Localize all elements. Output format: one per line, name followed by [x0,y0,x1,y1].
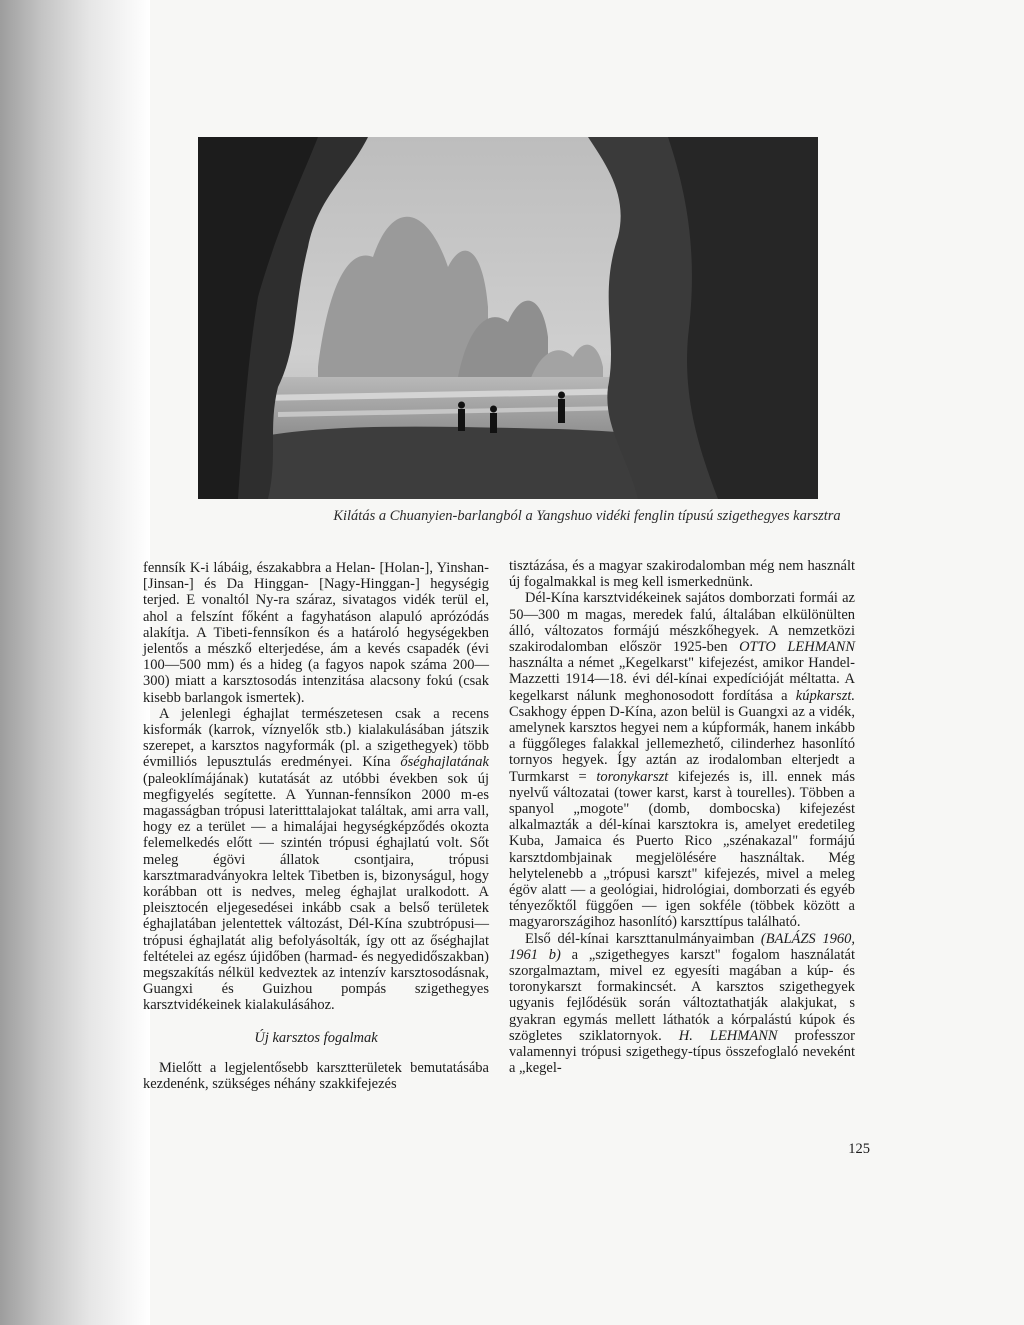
right-paragraph-3-text-a: Első dél-kínai karszttanulmányaimban [525,930,761,947]
right-paragraph-2-text-a: Dél-Kína karsztvidékeinek sajátos domborzati formái az 50—300 m magas, meredek falú, általában elkülönülten álló, változatos formájú mészkőhegyek. A nemzetközi szakirodalomban először 1925-ben [509,590,855,656]
cave-view-photo [198,137,818,499]
left-paragraph-2-italic-term: őséghajlatának [400,754,489,771]
left-paragraph-3: Mielőtt a legjelentősebb karsztterületek bemutatásába kezdenénk, szükséges néhány szakkifejezés [143,1059,489,1093]
photo-illustration [198,137,818,499]
right-paragraph-2-text-g: kifejezés is, ill. ennek más nyelvű változatai (tower karst, karst à tourelles). Többen a spanyol „mogote" (domb, dombocska) kifejezést alkalmazták a dél-kínai karsztokra is, amelyet eredetileg Kuba, Jamaica és Puerto Rico „szénakazal" formájú karsztdombjainak megjelölésére használtak. Még helytelenebb a „trópusi karszt" kifejezés, mivel a meleg égöv alatt — a geológiai, hidrológiai, domborzati és egyéb tényezőktől függően — igen sokféle (többek között a magyarországihoz hasonlító) karszttípus található. [509,768,855,931]
right-paragraph-2-text-e: Csakhogy éppen D-Kína, azon belül is Guangxi az a vidék, amelynek karsztos hegyei nem a kúpformák, hanem inkább a függőleges falakkal jellemezhető, cilinderhez hasonlító tornyos hegyek. Így aztán az irodalomban elterjedt a Turmkarst = [509,703,855,785]
right-paragraph-3 [509,931,855,1077]
right-paragraph-2 [509,590,855,930]
right-paragraph-3-text-e: professzor valamennyi trópusi szigethegy-típus összefoglaló neveként a „kegel- [509,1027,855,1077]
right-paragraph-2-italic-term-2: toronykarszt [596,768,669,785]
right-text-column [509,558,855,1077]
right-paragraph-2-author-name: OTTO LEHMANN [739,639,856,656]
right-paragraph-3-text-c: a „szigethegyes karszt" fogalom használatát szorgalmaztam, mivel ez egyesíti magában a kúp- és toronykarszt formakincsét. A karsztos szigethegyek ugyanis fejlődésük során változtathatják alakjukat, s gyakran egymás mellett láthatók a kórpalástú kúpok és szögletes sziklatornyok. [509,946,855,1044]
right-paragraph-1: tisztázása, és a magyar szakirodalomban még nem használt új fogalmakkal is meg kell ismerkednünk. [509,558,855,591]
left-paragraph-2-text-c: (paleoklímájának) kutatását az utóbbi években sok új megfigyelés segítette. A Yunnan-fennsíkon 2000 m-es magasságban trópusi lateritttalajokat találtak, ami arra vall, hogy ez a terület — a himalájai hegységképződés okozta felemelkedés előtt — szintén trópusi éghajlatú volt. Sőt meleg égövi állatok csontjaira, trópusi karsztmaradványokra leltek Tibetben is, bizonyságul, hogy korábban ott is nedves, meleg éghajlat uralkodott. A pleisztocén eljegesedései inkább csak a belső területek éghajlatában jelentettek változást, Dél-Kína szubtrópusi—trópusi éghajlatát alig befolyásolták, így ott az őséghajlat feltételei az egész újidőben (harmad- és negyedidőszakban) megszakítás nélkül kedveztek az intenzív karsztosodásnak, Guangxi és Guizhou pompás szigethegyes karsztvidékeinek kialakulásához. [143,770,489,1014]
right-paragraph-3-author-name: H. LEHMANN [678,1027,778,1044]
left-paragraph-2-text-a: A jelenlegi éghajlat természetesen csak a recens kisformák (karrok, víznyelők stb.) kialakulásában játszik szerepet, a karsztos nagyformák (pl. a szigethegyek) több évmilliós lepusztulás eredményei. Kína [143,705,489,771]
scan-binding-shadow [0,0,150,1325]
left-text-column [143,560,489,1092]
right-paragraph-3-citation: (BALÁZS 1960, 1961 b) [509,930,856,963]
page-number: 125 [848,1141,870,1157]
left-paragraph-2 [143,706,489,1014]
section-heading: Új karsztos fogalmak [254,1029,378,1046]
left-paragraph-1: fennsík K-i lábáig, északabbra a Helan- [Holan-], Yinshan- [Jinsan-] és Da Hinggan- [Nagy-Hinggan-] hegységig terjed. E vonaltól Ny-ra száraz, sivatagos vidék terül el, ahol a felszínt főként a fagyhatáson alapuló aprózódás alakítja. A Tibeti-fennsíkon és a határoló hegységekben jelentős a mészkő elterjedése, ám a kevés csapadék (évi 100—500 mm) és a hideg (a fagyos napok száma 200—300) miatt a karsztosodás intenzitása alacsony fokú (csak kisebb barlangok ismertek). [143,560,489,706]
right-paragraph-2-text-c: használta a német „Kegelkarst" kifejezést, amikor Handel-Mazzetti 1914—18. évi dél-kínai expedícióját méltatta. A kegelkarst nálunk meghonosodott fordítása a [509,655,855,704]
right-paragraph-2-italic-term-1: kúpkarszt. [795,687,855,704]
figure-caption: Kilátás a Chuanyien-barlangból a Yangshuo vidéki fenglin típusú szigethegyes karsztra [333,508,841,524]
